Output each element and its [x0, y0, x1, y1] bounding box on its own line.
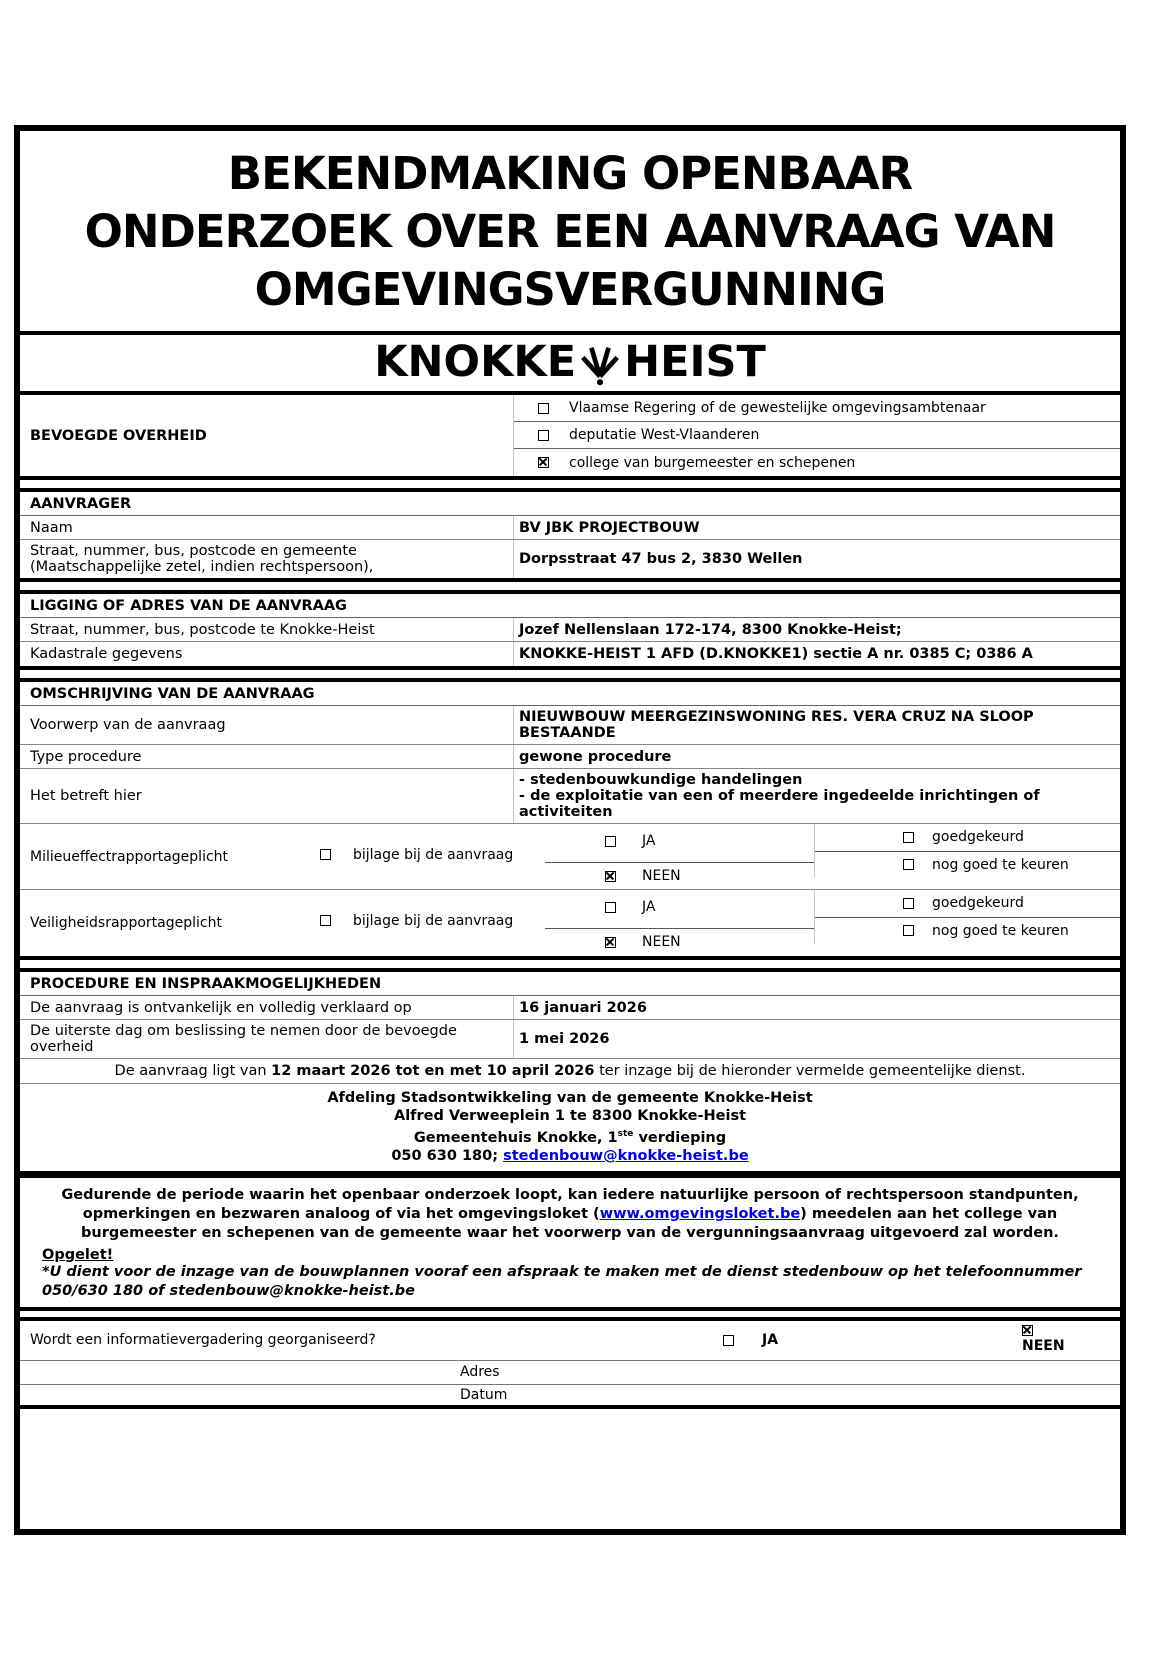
row-naam — [20, 516, 1120, 540]
title-line-3: OMGEVINGSVERGUNNING — [254, 263, 886, 316]
procedure-header: PROCEDURE EN INSPRAAKMOGELIJKHEDEN — [20, 972, 1120, 996]
section-bevoegde-overheid — [20, 391, 1120, 476]
milieu-bijlage-label: bijlage bij de aanvraag — [353, 847, 514, 863]
milieu-ja-label: JA — [642, 833, 656, 849]
checkbox-veiligheid-nog-goed[interactable] — [903, 925, 914, 936]
vergadering-ja-label: JA — [762, 1332, 779, 1349]
betreft-item-1: - stedenbouwkundige handelingen — [519, 772, 803, 788]
rule-line — [545, 847, 814, 863]
bevoegde-overheid-label: BEVOEGDE OVERHEID — [20, 395, 514, 476]
section-informatievergadering — [20, 1317, 1120, 1529]
het-betreft-label: Het betreft hier — [30, 788, 142, 804]
checkbox-deputatie[interactable] — [538, 430, 549, 441]
naam-label: Naam — [30, 519, 73, 536]
aanvrager-adres-label-line2: (Maatschappelijke zetel, indien rechtspersoon), — [30, 559, 374, 575]
section-divider — [20, 578, 1120, 590]
checkbox-vergadering-neen[interactable] — [1022, 1325, 1033, 1336]
checkbox-veiligheid-goedgekeurd[interactable] — [903, 898, 914, 909]
vergadering-neen-label: NEEN — [1022, 1337, 1065, 1354]
checkbox-milieu-neen[interactable] — [605, 871, 616, 882]
veiligheid-label: Veiligheidsrapportageplicht — [30, 915, 222, 931]
veiligheid-bijlage-label: bijlage bij de aanvraag — [353, 913, 514, 929]
inspraak-paragraph: Gedurende de periode waarin het openbaar onderzoek loopt, kan iedere natuurlijke persoon of rechtspersoon standpunten, opmerkingen en bezwaren analoog of via het omgevingsloket (www.omgevingsloket.be) meedelen aan het college van burgemeester en schepenen van de gemeente waar het voorwerp van de vergunningsaanvraag uitgevoerd zal worden. — [61, 1186, 1079, 1241]
naam-value: BV JBK PROJECTBOUW — [519, 519, 700, 536]
checkbox-vergadering-ja[interactable] — [723, 1335, 734, 1346]
aanvrager-adres-label-line1: Straat, nummer, bus, postcode en gemeente — [30, 543, 357, 559]
voorwerp-label: Voorwerp van de aanvraag — [30, 717, 226, 733]
opgelet-label: Opgelet! — [42, 1246, 114, 1263]
ligging-straat-label: Straat, nummer, bus, postcode te Knokke-Heist — [30, 621, 375, 638]
dienst-contact — [20, 1147, 1120, 1165]
veiligheid-neen-label: NEEN — [642, 934, 681, 950]
checkbox-veiligheid-bijlage[interactable] — [320, 915, 331, 926]
type-procedure-value: gewone procedure — [519, 748, 672, 765]
row-het-betreft — [20, 769, 1120, 824]
row-ligging-straat — [20, 618, 1120, 642]
omgevingsloket-link[interactable]: www.omgevingsloket.be — [599, 1205, 801, 1222]
checkbox-college[interactable] — [538, 457, 549, 468]
section-aanvrager — [20, 488, 1120, 578]
dienst-email-link[interactable]: stedenbouw@knokke-heist.be — [503, 1147, 749, 1164]
row-kadaster — [20, 642, 1120, 666]
form-title — [20, 131, 1120, 331]
aanvrager-header: AANVRAGER — [20, 492, 1120, 516]
dienst-phone: 050 630 180; — [391, 1147, 504, 1164]
checkbox-milieu-bijlage[interactable] — [320, 849, 331, 860]
datum-label: Datum — [460, 1386, 508, 1403]
row-datum — [20, 1385, 1120, 1409]
voorwerp-value: NIEUWBOUW MEERGEZINSWONING RES. VERA CRUZ NA SLOOP BESTAANDE — [519, 709, 1034, 741]
inzage-text-post: ter inzage bij de hieronder vermelde gemeentelijke dienst. — [594, 1063, 1026, 1079]
row-aanvrager-adres — [20, 540, 1120, 578]
milieu-nog-goed-label: nog goed te keuren — [932, 856, 1069, 873]
section-inspraak-tekst — [20, 1171, 1120, 1307]
ligging-header: LIGGING OF ADRES VAN DE AANVRAAG — [20, 594, 1120, 618]
checkbox-milieu-ja[interactable] — [605, 836, 616, 847]
adres-label: Adres — [460, 1364, 500, 1381]
dienst-verdieping: Gemeentehuis Knokke, 1ste verdieping — [413, 1129, 727, 1146]
section-divider — [20, 666, 1120, 678]
option-deputatie — [514, 422, 1120, 449]
row-inzage-periode — [20, 1059, 1120, 1084]
checkbox-veiligheid-neen[interactable] — [605, 937, 616, 948]
aanvrager-adres-value: Dorpsstraat 47 bus 2, 3830 Wellen — [519, 551, 803, 567]
section-omschrijving — [20, 678, 1120, 956]
rule-line — [545, 913, 814, 929]
empty-remarks-box — [20, 1409, 1120, 1529]
option-label: Vlaamse Regering of de gewestelijke omgevingsambtenaar — [569, 400, 986, 416]
dienst-adres: Alfred Verweeplein 1 te 8300 Knokke-Heist — [393, 1108, 747, 1124]
section-divider — [20, 956, 1120, 968]
section-divider — [20, 476, 1120, 488]
informatievergadering-question: Wordt een informatievergadering georganiseerd? — [30, 1332, 376, 1349]
milieu-neen-label: NEEN — [642, 868, 681, 884]
veiligheid-nog-goed-label: nog goed te keuren — [932, 922, 1069, 939]
gemeentelijke-dienst-block — [20, 1084, 1120, 1171]
row-type-procedure — [20, 745, 1120, 769]
uiterste-dag-label: De uiterste dag om beslissing te nemen door de bevoegde overheid — [30, 1023, 457, 1055]
option-label: deputatie West-Vlaanderen — [569, 427, 760, 443]
inzage-text-pre: De aanvraag ligt van — [114, 1063, 272, 1079]
logo-text-left: KNOKKE — [374, 337, 577, 387]
checkbox-vlaamse-regering[interactable] — [538, 403, 549, 414]
omschrijving-header: OMSCHRIJVING VAN DE AANVRAAG — [20, 682, 1120, 706]
veiligheid-goedgekeurd-label: goedgekeurd — [932, 895, 1024, 912]
knokke-heist-splash-icon — [579, 345, 621, 387]
row-adres — [20, 1361, 1120, 1385]
inzage-dates: 12 maart 2026 tot en met 10 april 2026 — [271, 1063, 595, 1079]
section-ligging — [20, 590, 1120, 666]
title-line-1: BEKENDMAKING OPENBAAR — [227, 147, 913, 200]
type-procedure-label: Type procedure — [30, 748, 142, 765]
ontvankelijk-value: 16 januari 2026 — [519, 999, 647, 1016]
milieu-label: Milieueffectrapportageplicht — [30, 848, 229, 865]
section-divider — [20, 1307, 1120, 1317]
row-ontvankelijk — [20, 996, 1120, 1020]
afspraak-note: *U dient voor de inzage van de bouwplannen vooraf een afspraak te maken met de dienst stedenbouw op het telefoonnummer 050/630 180 of stedenbouw@knokke-heist.be — [42, 1263, 1082, 1299]
title-line-2: ONDERZOEK OVER EEN AANVRAAG VAN — [84, 205, 1056, 258]
kadaster-label: Kadastrale gegevens — [30, 646, 183, 662]
betreft-item-2: - de exploitatie van een of meerdere ingedeelde inrichtingen of activiteiten — [519, 788, 1040, 820]
kadaster-value: KNOKKE-HEIST 1 AFD (D.KNOKKE1) sectie A nr. 0385 C; 0386 A — [519, 646, 1033, 662]
checkbox-milieu-goedgekeurd[interactable] — [903, 832, 914, 843]
municipality-logo — [20, 331, 1120, 391]
row-veiligheidsrapportageplicht — [20, 890, 1120, 956]
row-informatievergadering — [20, 1321, 1120, 1361]
veiligheid-ja-label: JA — [642, 899, 656, 915]
dienst-afdeling: Afdeling Stadsontwikkeling van de gemeente Knokke-Heist — [327, 1090, 813, 1106]
row-voorwerp — [20, 706, 1120, 745]
ligging-straat-value: Jozef Nellenslaan 172-174, 8300 Knokke-Heist; — [519, 621, 902, 638]
option-label: college van burgemeester en schepenen — [569, 454, 856, 471]
option-college — [514, 449, 1120, 476]
uiterste-dag-value: 1 mei 2026 — [519, 1031, 610, 1047]
option-vlaamse-regering — [514, 395, 1120, 422]
row-milieueffectrapportageplicht — [20, 824, 1120, 890]
logo-text-right: HEIST — [624, 337, 766, 387]
section-procedure — [20, 968, 1120, 1171]
checkbox-milieu-nog-goed[interactable] — [903, 859, 914, 870]
public-notice-form — [14, 125, 1126, 1535]
milieu-goedgekeurd-label: goedgekeurd — [932, 829, 1024, 846]
checkbox-veiligheid-ja[interactable] — [605, 902, 616, 913]
row-uiterste-dag — [20, 1020, 1120, 1059]
ontvankelijk-label: De aanvraag is ontvankelijk en volledig verklaard op — [30, 999, 412, 1016]
